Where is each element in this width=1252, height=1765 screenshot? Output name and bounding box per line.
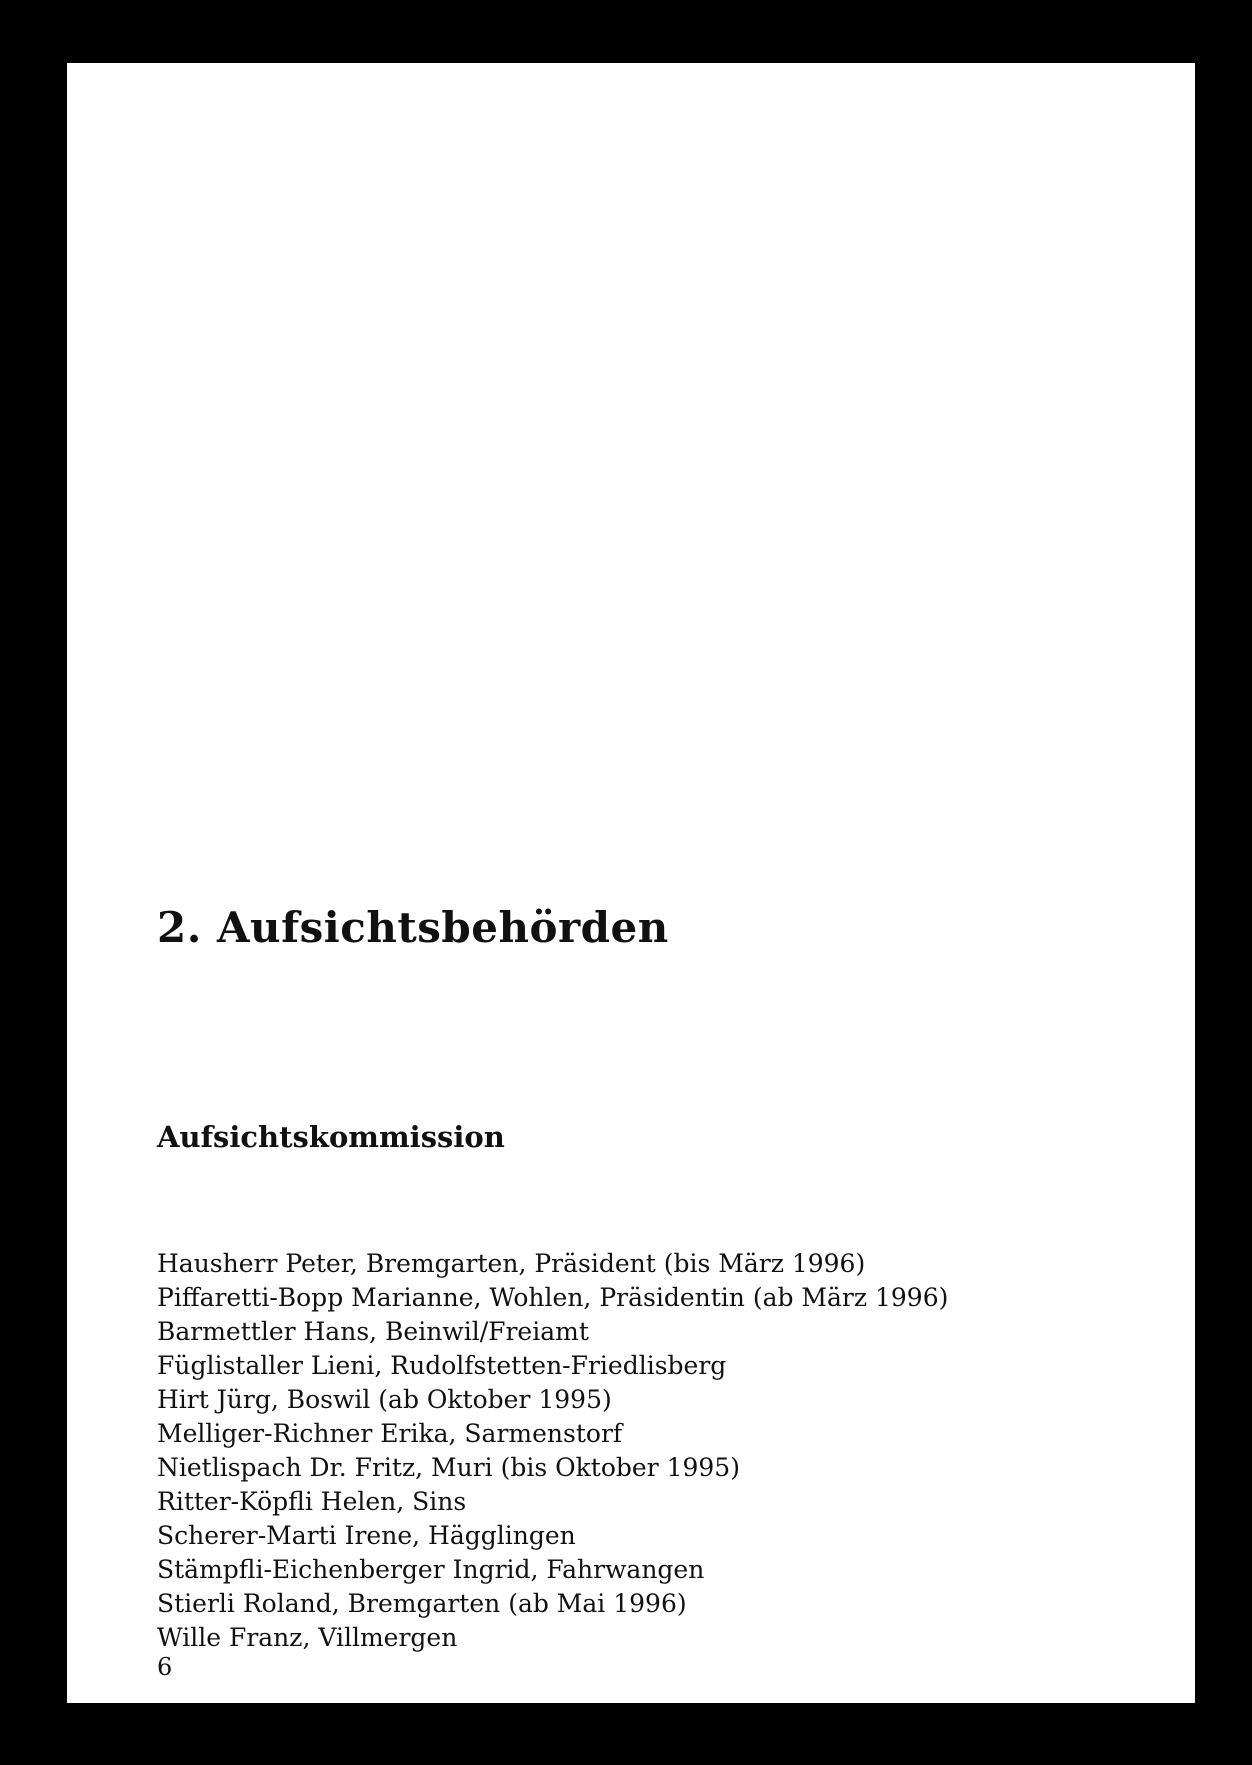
page-number: 6 [157, 1653, 173, 1681]
list-item: Stierli Roland, Bremgarten (ab Mai 1996) [157, 1589, 687, 1618]
list-item: Hirt Jürg, Boswil (ab Oktober 1995) [157, 1385, 612, 1414]
list-item: Piffaretti-Bopp Marianne, Wohlen, Präsidentin (ab März 1996) [157, 1283, 949, 1312]
list-item: Füglistaller Lieni, Rudolfstetten-Friedlisberg [157, 1351, 727, 1380]
list-item: Nietlispach Dr. Fritz, Muri (bis Oktober 1995) [157, 1453, 740, 1482]
list-item: Melliger-Richner Erika, Sarmenstorf [157, 1419, 623, 1448]
chapter-title: 2. Aufsichtsbehörden [157, 903, 669, 952]
list-item: Barmettler Hans, Beinwil/Freiamt [157, 1317, 589, 1346]
list-item: Stämpfli-Eichenberger Ingrid, Fahrwangen [157, 1555, 705, 1584]
document-page [67, 63, 1195, 1703]
member-list [157, 1247, 948, 1655]
list-item: Wille Franz, Villmergen [157, 1623, 458, 1652]
section-heading: Aufsichtskommission [157, 1120, 505, 1154]
list-item: Ritter-Köpfli Helen, Sins [157, 1487, 467, 1516]
list-item: Hausherr Peter, Bremgarten, Präsident (bis März 1996) [157, 1249, 866, 1278]
list-item: Scherer-Marti Irene, Hägglingen [157, 1521, 576, 1550]
